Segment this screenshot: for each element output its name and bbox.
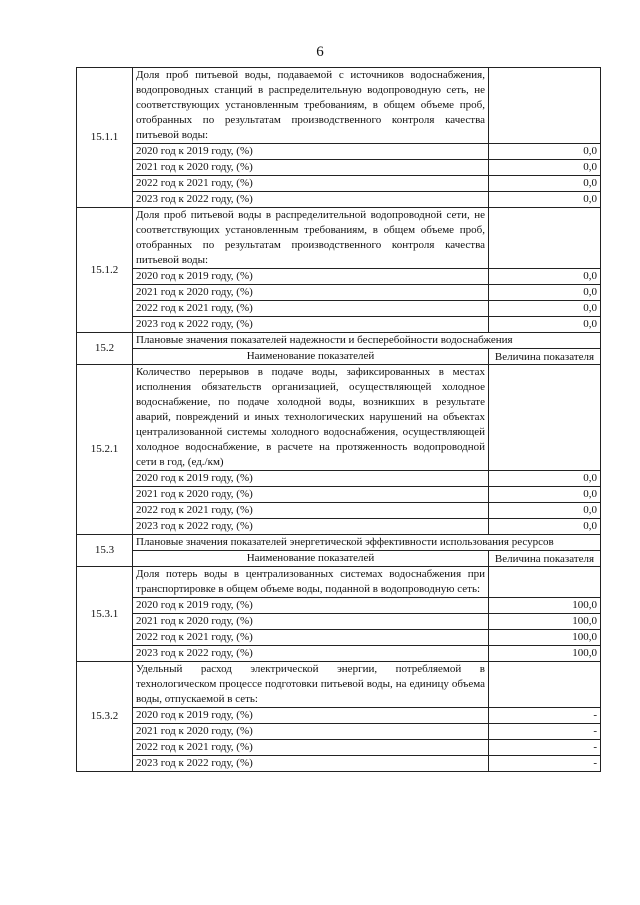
year-value: 0,0: [489, 285, 601, 301]
column-header-value: Величина показателя: [489, 349, 601, 365]
year-row: [77, 144, 601, 160]
year-label: 2022 год к 2021 году, (%): [133, 503, 489, 519]
year-value: 0,0: [489, 487, 601, 503]
year-value: 0,0: [489, 192, 601, 208]
indicators-table: [76, 67, 601, 772]
year-label: 2020 год к 2019 году, (%): [133, 144, 489, 160]
section-heading-row: [77, 535, 601, 551]
year-label: 2021 год к 2020 году, (%): [133, 285, 489, 301]
year-row: [77, 176, 601, 192]
section-number: 15.3: [77, 535, 133, 567]
year-row: [77, 503, 601, 519]
item-description: Удельный расход электрической энергии, потребляемой в технологическом процессе подготовки питьевой воды, на единицу объема воды, отпускаемой в сеть:: [133, 662, 489, 708]
year-label: 2022 год к 2021 году, (%): [133, 301, 489, 317]
item-number: 15.1.2: [77, 208, 133, 333]
year-row: [77, 192, 601, 208]
item-value-empty: [489, 567, 601, 598]
item-description-row: [77, 662, 601, 708]
year-value: 0,0: [489, 317, 601, 333]
section-title: Плановые значения показателей энергетической эффективности использования ресурсов: [133, 535, 601, 551]
year-row: [77, 614, 601, 630]
item-number: 15.2.1: [77, 365, 133, 535]
item-description-row: [77, 208, 601, 269]
year-label: 2023 год к 2022 году, (%): [133, 192, 489, 208]
year-value: 100,0: [489, 630, 601, 646]
item-value-empty: [489, 68, 601, 144]
item-description-row: [77, 567, 601, 598]
year-label: 2023 год к 2022 году, (%): [133, 646, 489, 662]
item-description: Доля проб питьевой воды, подаваемой с источников водоснабжения, водопроводных станций в распределительную водопроводную сеть, не соответствующих установленным требованиям, в общем объеме проб, отобранных по результатам производственного контроля качества питьевой воды:: [133, 68, 489, 144]
column-header-value: Величина показателя: [489, 551, 601, 567]
year-label: 2021 год к 2020 году, (%): [133, 724, 489, 740]
year-value: 0,0: [489, 160, 601, 176]
year-value: 0,0: [489, 269, 601, 285]
section-title: Плановые значения показателей надежности и бесперебойности водоснабжения: [133, 333, 601, 349]
item-description: Доля потерь воды в централизованных системах водоснабжения при транспортировке в общем объеме воды, поданной в водопроводную сеть:: [133, 567, 489, 598]
year-label: 2022 год к 2021 году, (%): [133, 176, 489, 192]
item-value-empty: [489, 365, 601, 471]
year-value: 0,0: [489, 144, 601, 160]
year-value: 100,0: [489, 646, 601, 662]
year-value: 100,0: [489, 598, 601, 614]
year-row: [77, 301, 601, 317]
year-label: 2021 год к 2020 году, (%): [133, 487, 489, 503]
year-label: 2020 год к 2019 году, (%): [133, 708, 489, 724]
item-description: Количество перерывов в подаче воды, зафиксированных в местах исполнения обязательств организацией, осуществляющей холодное водоснабжение, по подаче холодной воды, возникших в результате аварий, повреждений и иных технологических нарушений на объектах централизованной системы холодного водоснабжения, осуществляющей холодное водоснабжение, в расчете на протяженность водопроводной сети в год, (ед./км): [133, 365, 489, 471]
year-label: 2020 год к 2019 году, (%): [133, 598, 489, 614]
column-header-row: [77, 551, 601, 567]
item-value-empty: [489, 208, 601, 269]
item-description-row: [77, 68, 601, 144]
year-row: [77, 630, 601, 646]
year-value: 0,0: [489, 471, 601, 487]
year-label: 2020 год к 2019 году, (%): [133, 269, 489, 285]
year-label: 2023 год к 2022 году, (%): [133, 756, 489, 772]
year-label: 2021 год к 2020 году, (%): [133, 614, 489, 630]
year-row: [77, 285, 601, 301]
year-row: [77, 317, 601, 333]
item-number: 15.3.2: [77, 662, 133, 772]
indicators-table-body: [77, 68, 601, 772]
year-row: [77, 756, 601, 772]
item-description: Доля проб питьевой воды в распределительной водопроводной сети, не соответствующих установленным требованиям, в общем объеме проб, отобранных по результатам производственного контроля качества питьевой воды:: [133, 208, 489, 269]
item-description-row: [77, 365, 601, 471]
year-label: 2022 год к 2021 году, (%): [133, 630, 489, 646]
year-value: -: [489, 708, 601, 724]
year-label: 2020 год к 2019 году, (%): [133, 471, 489, 487]
year-row: [77, 519, 601, 535]
year-label: 2022 год к 2021 году, (%): [133, 740, 489, 756]
year-value: 0,0: [489, 503, 601, 519]
year-row: [77, 598, 601, 614]
year-value: -: [489, 740, 601, 756]
year-value: 100,0: [489, 614, 601, 630]
year-value: -: [489, 724, 601, 740]
page-number: 6: [316, 44, 324, 60]
section-heading-row: [77, 333, 601, 349]
year-value: 0,0: [489, 519, 601, 535]
year-row: [77, 269, 601, 285]
column-header-row: [77, 349, 601, 365]
year-row: [77, 724, 601, 740]
year-label: 2021 год к 2020 году, (%): [133, 160, 489, 176]
section-number: 15.2: [77, 333, 133, 365]
year-label: 2023 год к 2022 году, (%): [133, 519, 489, 535]
year-label: 2023 год к 2022 году, (%): [133, 317, 489, 333]
year-row: [77, 487, 601, 503]
year-value: 0,0: [489, 301, 601, 317]
item-number: 15.1.1: [77, 68, 133, 208]
column-header-name: Наименование показателей: [133, 349, 489, 365]
item-number: 15.3.1: [77, 567, 133, 662]
column-header-name: Наименование показателей: [133, 551, 489, 567]
year-row: [77, 646, 601, 662]
year-row: [77, 471, 601, 487]
year-value: -: [489, 756, 601, 772]
year-row: [77, 160, 601, 176]
item-value-empty: [489, 662, 601, 708]
year-row: [77, 740, 601, 756]
year-value: 0,0: [489, 176, 601, 192]
year-row: [77, 708, 601, 724]
